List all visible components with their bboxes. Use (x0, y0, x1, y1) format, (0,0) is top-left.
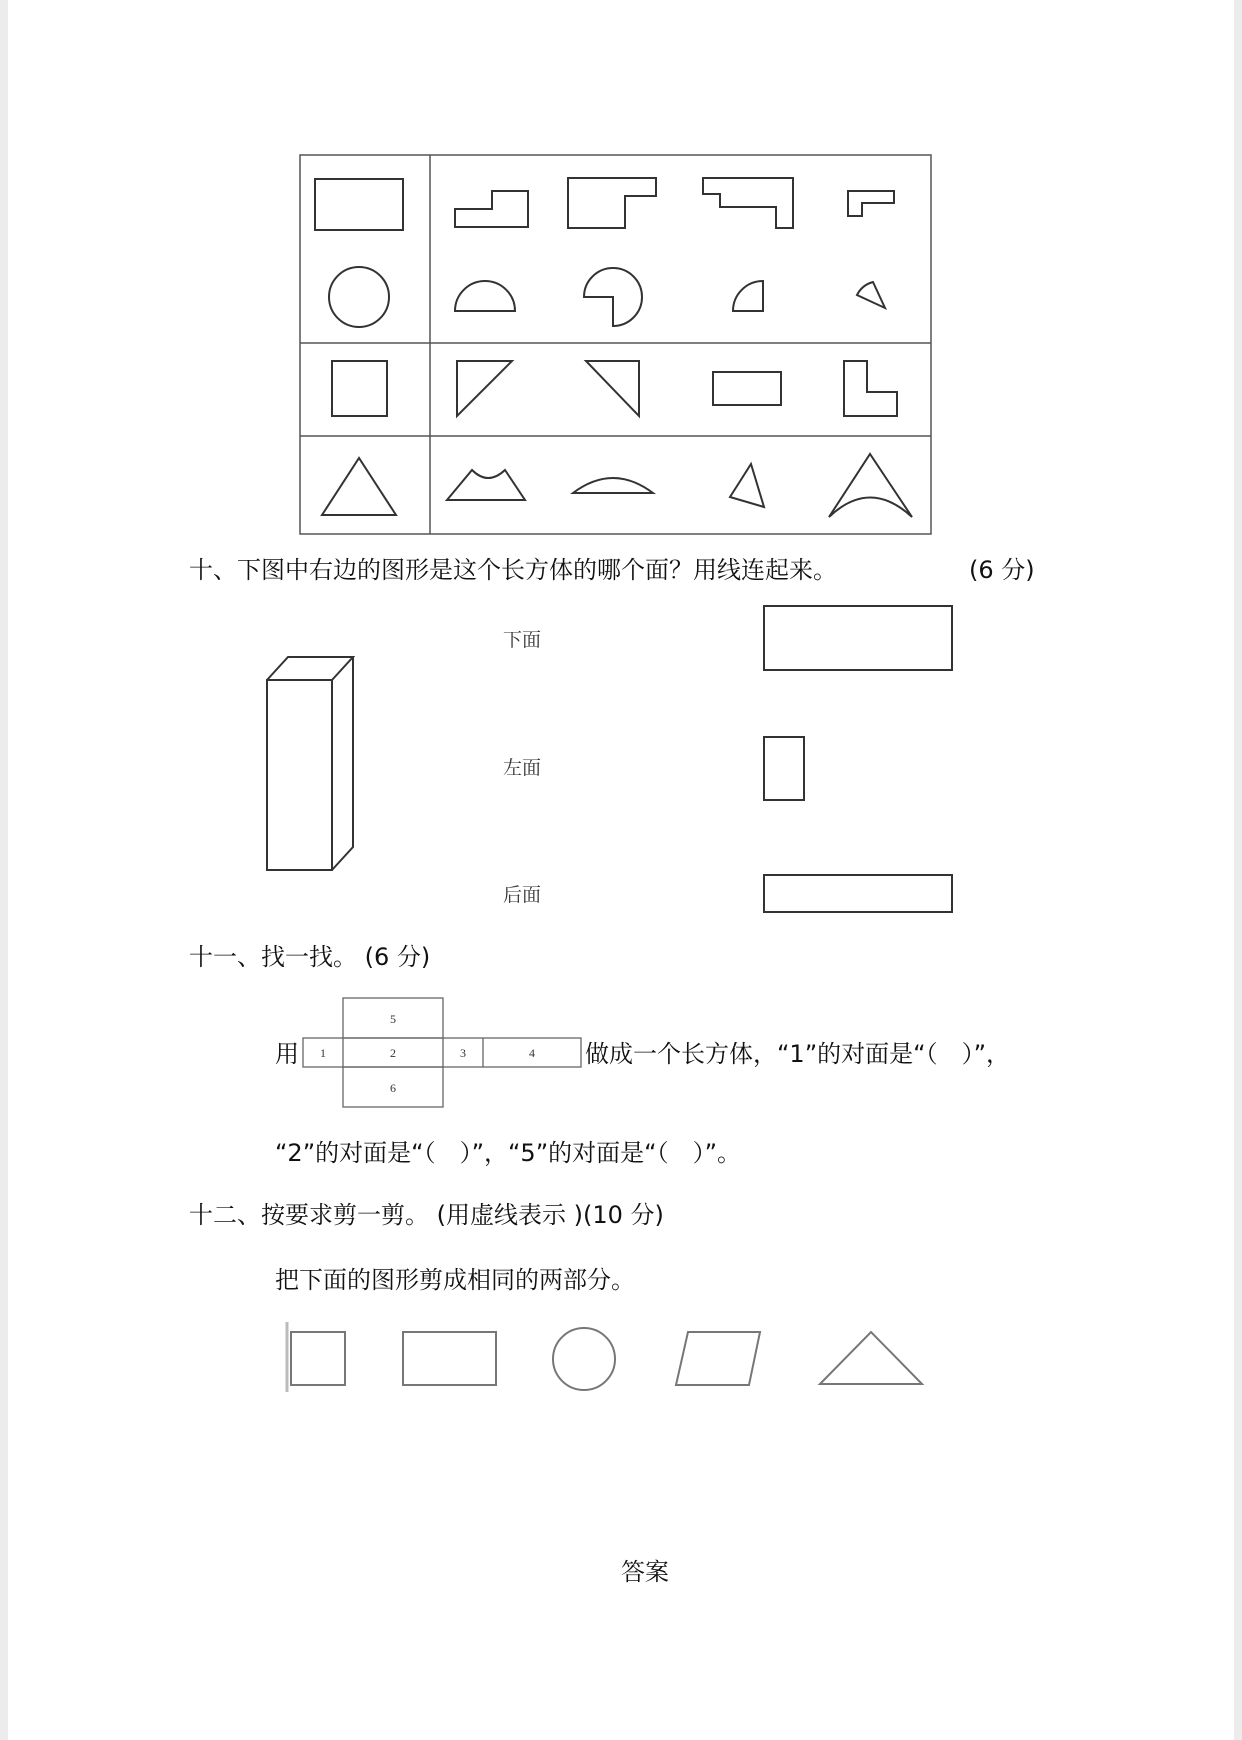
circular-segment-shape (573, 478, 653, 493)
section-10-title: 十、下图中右边的图形是这个长方体的哪个面？用线连起来。 (189, 556, 837, 584)
stepped-shape (703, 178, 793, 228)
rectangle-shape (315, 179, 403, 230)
net-face-2: 2 (390, 1046, 396, 1060)
circle-shape (329, 267, 389, 327)
curved-triangle-shape (829, 454, 912, 517)
l-piece-shape (455, 191, 528, 227)
square-shape (332, 361, 387, 416)
triangle-shape (322, 458, 396, 515)
net-face-3: 3 (460, 1046, 466, 1060)
cut-rectangle-shape (403, 1332, 496, 1385)
face-wide-rectangle (764, 606, 952, 670)
semicircle-shape (455, 281, 515, 311)
small-triangle-shape (730, 464, 764, 507)
section-11-prefix: 用 (275, 1040, 299, 1068)
cut-parallelogram-shape (676, 1332, 760, 1385)
cut-triangle-shape (820, 1332, 922, 1384)
label-back-face: 后面 (503, 884, 542, 906)
concave-trapezoid-shape (447, 470, 525, 500)
section-11-question-2: “2”的对面是“（ ）”，“5”的对面是“（ ）”。 (275, 1139, 742, 1167)
right-triangle-shape (586, 361, 639, 416)
net-face-6: 6 (390, 1081, 396, 1095)
l-shape (844, 361, 897, 416)
section-11-question-1: 做成一个长方体，“1”的对面是“（ ）”， (585, 1040, 1011, 1068)
shape-table (300, 155, 931, 534)
rectangle-shape (713, 372, 781, 405)
cuboid-figure (267, 657, 353, 870)
net-face-4: 4 (529, 1046, 535, 1060)
section-12-title: 十二、按要求剪一剪。 (用虚线表示 )(10 分) (189, 1201, 664, 1229)
section-11-title: 十一、找一找。 (6 分) (189, 943, 431, 971)
right-triangle-shape (457, 361, 512, 416)
label-left-face: 左面 (503, 757, 542, 779)
quarter-circle-shape (733, 281, 763, 311)
answer-heading: 答案 (621, 1558, 669, 1586)
face-long-rectangle (764, 875, 952, 912)
three-quarter-circle-shape (584, 268, 642, 326)
cut-circle-shape (553, 1328, 615, 1390)
small-l-shape (848, 191, 894, 216)
face-small-rectangle (764, 737, 804, 800)
net-face-1: 1 (320, 1046, 326, 1060)
cut-square-shape (291, 1332, 345, 1385)
section-10-score: (6 分) (969, 556, 1035, 584)
net-face-5: 5 (390, 1012, 396, 1026)
section-12-instruction: 把下面的图形剪成相同的两部分。 (275, 1266, 635, 1294)
cuboid-net (303, 998, 581, 1107)
notched-rectangle-shape (568, 178, 656, 228)
sector-shape (857, 282, 885, 308)
label-bottom-face: 下面 (503, 629, 542, 651)
